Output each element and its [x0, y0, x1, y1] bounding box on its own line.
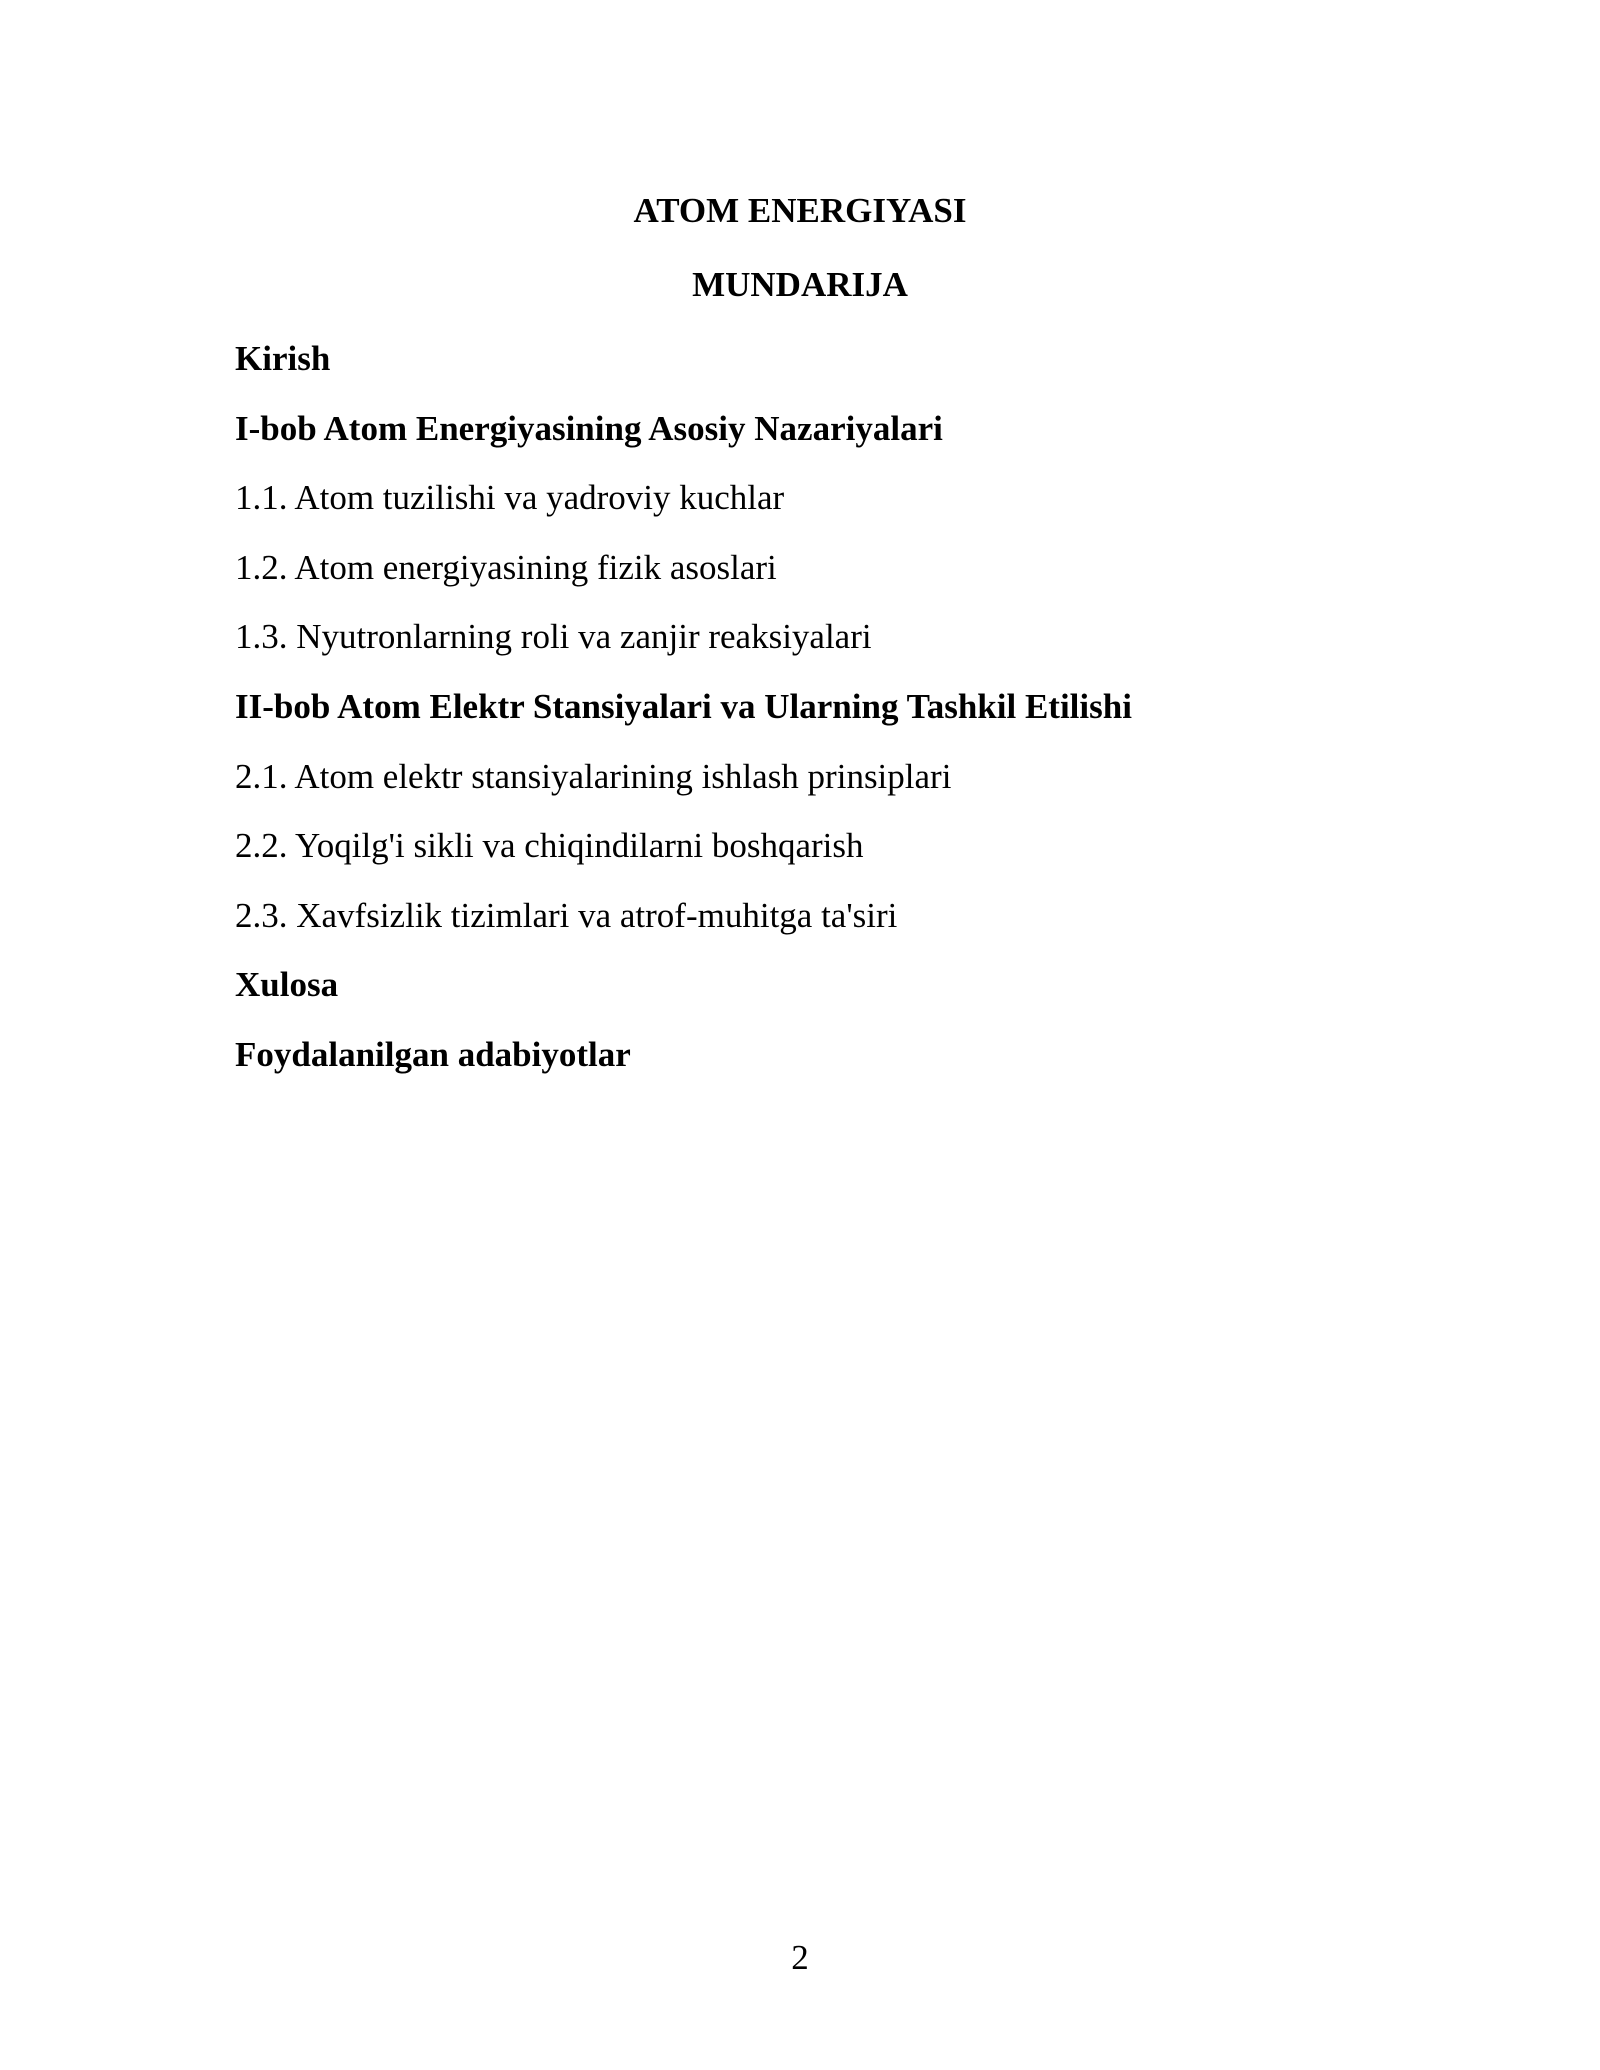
toc-item: 1.2. Atom energiyasining fizik asoslari [235, 547, 777, 587]
document-title: ATOM ENERGIYASI [633, 191, 967, 230]
toc-item: Xulosa [235, 965, 339, 1005]
toc-item: Kirish [235, 339, 331, 378]
toc-item: 1.1. Atom tuzilishi va yadroviy kuchlar [235, 478, 785, 518]
table-of-contents [235, 339, 1435, 1105]
page-number: 2 [791, 1938, 809, 1977]
toc-item: 1.3. Nyutronlarning roli va zanjir reaksiyalari [235, 617, 872, 657]
toc-item: I-bob Atom Energiyasining Asosiy Nazariyalari [235, 408, 943, 448]
toc-item: II-bob Atom Elektr Stansiyalari va Ularning Tashkil Etilishi [235, 686, 1132, 726]
toc-item: Foydalanilgan adabiyotlar [235, 1034, 631, 1074]
toc-item: 2.1. Atom elektr stansiyalarining ishlash prinsiplari [235, 756, 952, 796]
contents-heading: MUNDARIJA [692, 265, 908, 304]
toc-item: 2.2. Yoqilg'i sikli va chiqindilarni boshqarish [235, 826, 864, 866]
toc-item: 2.3. Xavfsizlik tizimlari va atrof-muhitga ta'siri [235, 895, 898, 935]
